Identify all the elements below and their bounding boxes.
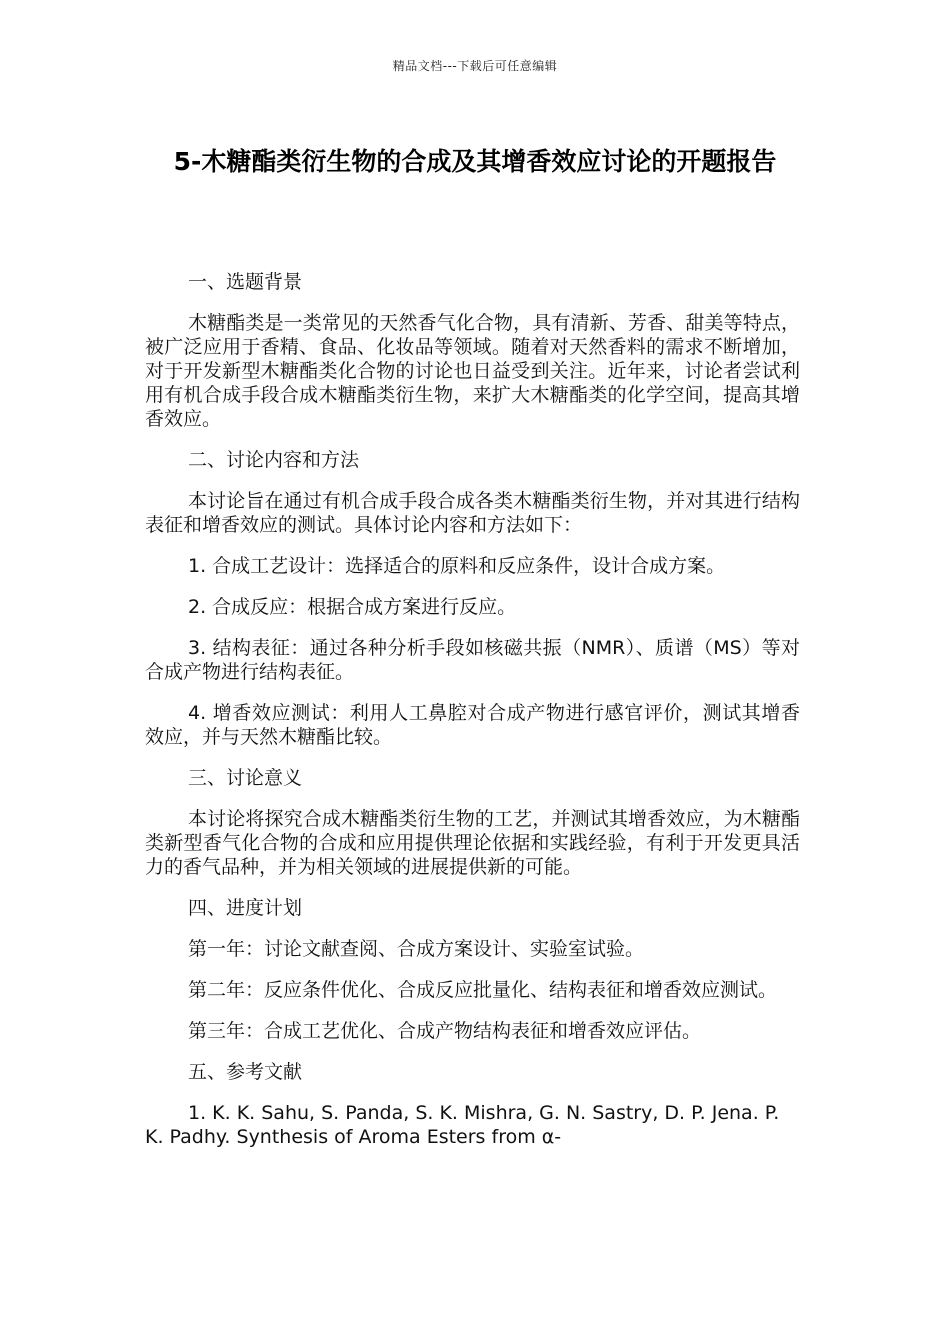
schedule-year-1: 第一年：讨论文献查阅、合成方案设计、实验室试验。	[188, 938, 645, 960]
schedule-year-2: 第二年：反应条件优化、合成反应批量化、结构表征和增香效应测试。	[188, 979, 778, 1001]
section-heading-content-methods: 二、讨论内容和方法	[188, 449, 360, 471]
document-body	[145, 270, 800, 1166]
paragraph-significance: 本讨论将探究合成木糖酯类衍生物的工艺，并测试其增香效应，为木糖酯类新型香气化合物的合成和应用提供理论依据和实践经验，有利于开发更具活力的香气品种，并为相关领域的进展提供新的可能。	[145, 808, 800, 878]
document-title: 5-木糖酯类衍生物的合成及其增香效应讨论的开题报告	[173, 147, 777, 176]
paragraph-content-intro: 本讨论旨在通过有机合成手段合成各类木糖酯类衍生物，并对其进行结构表征和增香效应的测试。具体讨论内容和方法如下：	[145, 490, 800, 536]
paragraph-background: 木糖酯类是一类常见的天然香气化合物，具有清新、芳香、甜美等特点，被广泛应用于香精、食品、化妆品等领域。随着对天然香料的需求不断增加，对于开发新型木糖酯类化合物的讨论也日益受到关注。近年来，讨论者尝试利用有机合成手段合成木糖酯类衍生物，来扩大木糖酯类的化学空间，提高其增香效应。	[145, 312, 800, 430]
section-heading-significance: 三、讨论意义	[188, 767, 303, 789]
list-item-aroma-test: 4. 增香效应测试：利用人工鼻腔对合成产物进行感官评价，测试其增香效应，并与天然木糖酯比较。	[145, 702, 800, 748]
reference-item-1: 1. K. K. Sahu, S. Panda, S. K. Mishra, G. N. Sastry, D. P. Jena. P. K. Padhy. Synthesis of Aroma Esters from α-	[145, 1102, 780, 1148]
section-heading-schedule: 四、进度计划	[188, 897, 303, 919]
section-heading-background: 一、选题背景	[188, 271, 303, 293]
list-item-structure-characterization: 3. 结构表征：通过各种分析手段如核磁共振（NMR）、质谱（MS）等对合成产物进行结构表征。	[145, 637, 800, 683]
list-item-process-design: 1. 合成工艺设计：选择适合的原料和反应条件，设计合成方案。	[188, 555, 726, 577]
section-heading-references: 五、参考文献	[188, 1061, 303, 1083]
list-item-synthesis-reaction: 2. 合成反应：根据合成方案进行反应。	[188, 596, 517, 618]
header-note: 精品文档---下载后可任意编辑	[392, 59, 558, 73]
schedule-year-3: 第三年：合成工艺优化、合成产物结构表征和增香效应评估。	[188, 1020, 702, 1042]
